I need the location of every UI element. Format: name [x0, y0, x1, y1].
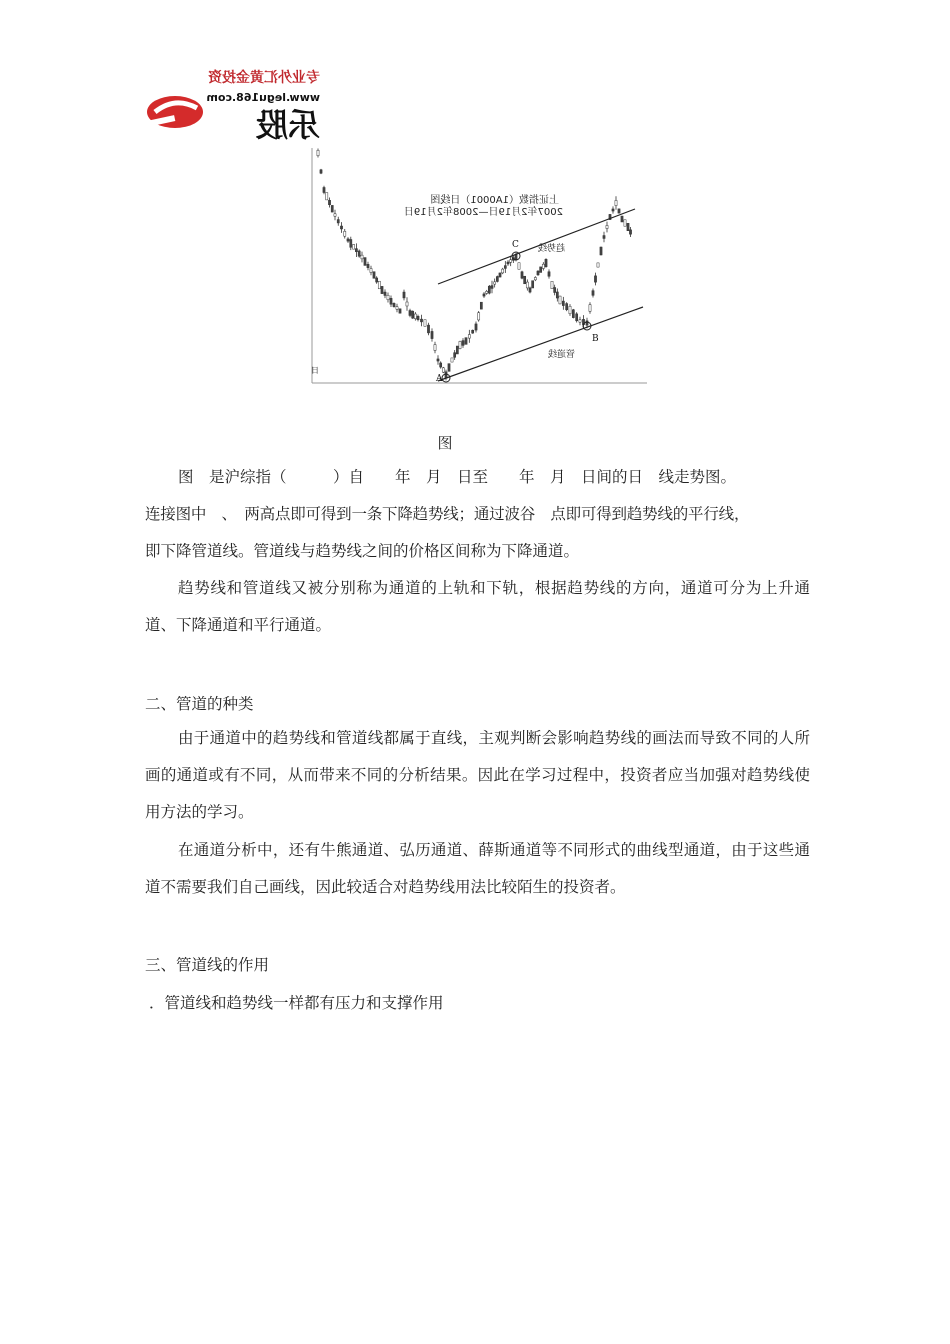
- logo-tagline: 专业外汇黄金投资: [208, 70, 320, 86]
- paragraph-4: 在通道分析中，还有牛熊通道、弘历通道、薛斯通道等不同形式的曲线型通道，由于这些通道不需要我们自己画线，因此较适合对趋势线用法比较陌生的投资者。: [145, 841, 810, 896]
- candle-body: [355, 249, 357, 252]
- candle-body: [465, 338, 467, 345]
- candle-body: [350, 239, 352, 247]
- candle-body: [328, 200, 330, 204]
- candle-body: [491, 286, 493, 289]
- candle-body: [526, 282, 528, 288]
- candle-body: [326, 193, 328, 200]
- candle-body: [507, 262, 509, 264]
- candle-body: [437, 359, 439, 361]
- candle-body: [537, 271, 539, 275]
- candle-body: [364, 258, 366, 266]
- section-heading-2: 二、管道的种类: [145, 695, 254, 713]
- candle-body: [502, 269, 504, 273]
- candle-body: [412, 311, 414, 318]
- candle-body: [540, 267, 542, 273]
- candle-body: [615, 200, 617, 205]
- paragraph-1-line-1: 图 是沪综指（ ）自 年 月 日至 年 月 日间的日 线走势图。: [178, 468, 737, 486]
- paragraph-2: 趋势线和管道线又被分别称为通道的上轨和下轨，根据趋势线的方向，通道可分为上升通道、下降通道和平行通道。: [145, 579, 810, 634]
- candle-body: [562, 301, 564, 305]
- candle-body: [499, 273, 501, 277]
- logo-brand: 乐股: [255, 106, 320, 144]
- candle-body: [417, 316, 419, 319]
- candle-body: [393, 303, 395, 306]
- candle-body: [504, 266, 506, 269]
- candle-body: [524, 276, 526, 284]
- trend-line-label: 趋势线: [537, 244, 565, 254]
- candle-body: [431, 331, 433, 338]
- candle-body: [534, 277, 536, 279]
- candle-body: [475, 324, 477, 330]
- candle-body: [579, 320, 581, 322]
- candle-body: [454, 353, 456, 358]
- candle-body: [370, 269, 372, 273]
- candle-body: [367, 264, 369, 267]
- y-axis-label: 日: [311, 366, 319, 375]
- candle-body: [317, 150, 319, 155]
- candle-body: [361, 255, 363, 259]
- candle-body: [334, 214, 336, 216]
- candle-body: [559, 296, 561, 304]
- candle-body: [390, 298, 392, 304]
- candle-body: [384, 292, 386, 295]
- list-item-1: ．管道线和趋势线一样都有压力和支撑作用: [149, 994, 444, 1012]
- candle-body: [597, 263, 599, 267]
- candle-body: [406, 302, 408, 306]
- candle-body: [472, 330, 474, 333]
- candle-body: [569, 306, 571, 313]
- candle-body: [594, 276, 596, 282]
- candle-body: [459, 341, 461, 348]
- candle-body: [331, 205, 333, 212]
- candle-body: [337, 220, 339, 223]
- paragraph-3: 由于通道中的趋势线和管道线都属于直线，主观判断会影响趋势线的画法而导致不同的人所画的通道或有不同，从而带来不同的分析结果。因此在学习过程中，投资者应当加强对趋势线使用方法的学习。: [145, 729, 810, 821]
- candle-body: [440, 363, 442, 367]
- paragraph-1-line-3: 即下降管道线。管道线与趋势线之间的价格区间称为下降通道。: [145, 542, 580, 560]
- candle-body: [340, 226, 342, 229]
- candle-body: [442, 368, 444, 372]
- candle-body: [478, 313, 480, 320]
- candle-body: [409, 311, 411, 316]
- candle-body: [532, 281, 534, 288]
- candle-body: [427, 325, 429, 333]
- candle-body: [373, 272, 375, 279]
- candle-body: [347, 239, 349, 241]
- candle-body: [462, 341, 464, 346]
- candle-body: [521, 272, 523, 278]
- candle-body: [480, 302, 482, 309]
- candle-body: [376, 278, 378, 282]
- candle-body: [518, 263, 520, 270]
- candle-body: [387, 295, 389, 299]
- candle-body: [456, 346, 458, 354]
- candle-body: [448, 364, 450, 372]
- candle-body: [618, 209, 620, 213]
- candle-body: [434, 345, 436, 351]
- candle-body: [414, 314, 416, 319]
- logo-mark-icon: [147, 96, 203, 128]
- candle-body: [556, 292, 558, 298]
- candle-body: [548, 272, 550, 277]
- candle-body: [496, 277, 498, 282]
- candle-body: [515, 255, 517, 259]
- candle-body: [545, 259, 547, 266]
- candle-body: [399, 309, 401, 313]
- candle-body: [600, 247, 602, 255]
- candle-body: [606, 225, 608, 228]
- logo-url: www.legu168.com: [206, 91, 320, 104]
- candle-body: [627, 223, 629, 230]
- point-b-label: B: [592, 334, 599, 344]
- chart-title: 上证指数（1A0001）日线图: [430, 195, 559, 206]
- candle-body: [320, 170, 322, 173]
- candle-body: [353, 244, 355, 249]
- candle-body: [589, 305, 591, 312]
- candle-body: [451, 358, 453, 362]
- candle-body: [510, 260, 512, 263]
- candle-body: [468, 335, 470, 339]
- point-a-label: A: [436, 374, 443, 384]
- candle-body: [624, 220, 626, 226]
- candle-body: [344, 231, 346, 236]
- chart-subtitle: 2007年2月19日—2008年2月19日: [403, 207, 563, 218]
- candle-body: [486, 291, 488, 293]
- candle-body: [403, 292, 405, 298]
- candle-body: [551, 281, 553, 288]
- candle-body: [323, 187, 325, 192]
- candle-body: [629, 230, 631, 234]
- candle-body: [483, 294, 485, 296]
- point-c-label: C: [512, 240, 519, 250]
- paragraph-1-line-2: 连接图中 、 两高点即可得到一条下降趋势线；通过波谷 点即可得到趋势线的平行线，: [145, 505, 750, 523]
- candle-body: [381, 286, 383, 293]
- candle-body: [424, 320, 426, 327]
- candle-body: [420, 319, 422, 322]
- candle-body: [396, 307, 398, 310]
- candle-body: [378, 281, 380, 289]
- company-logo: [145, 66, 325, 144]
- candle-body: [621, 216, 623, 222]
- candle-body: [572, 310, 574, 318]
- candle-body: [612, 209, 614, 211]
- candle-body: [603, 236, 605, 239]
- candle-body: [542, 264, 544, 268]
- candle-body: [554, 288, 556, 293]
- candle-body: [488, 286, 490, 293]
- section-heading-3: 三、管道线的作用: [145, 956, 270, 974]
- candle-body: [358, 251, 360, 256]
- candle-body: [592, 291, 594, 296]
- candle-body: [494, 282, 496, 284]
- candle-body: [566, 304, 568, 310]
- candle-body: [576, 314, 578, 321]
- price-chart: [290, 145, 655, 395]
- candle-body: [586, 321, 588, 325]
- candle-body: [529, 288, 531, 292]
- figure-caption: 图: [437, 434, 453, 452]
- channel-line-label: 管道线: [547, 350, 575, 360]
